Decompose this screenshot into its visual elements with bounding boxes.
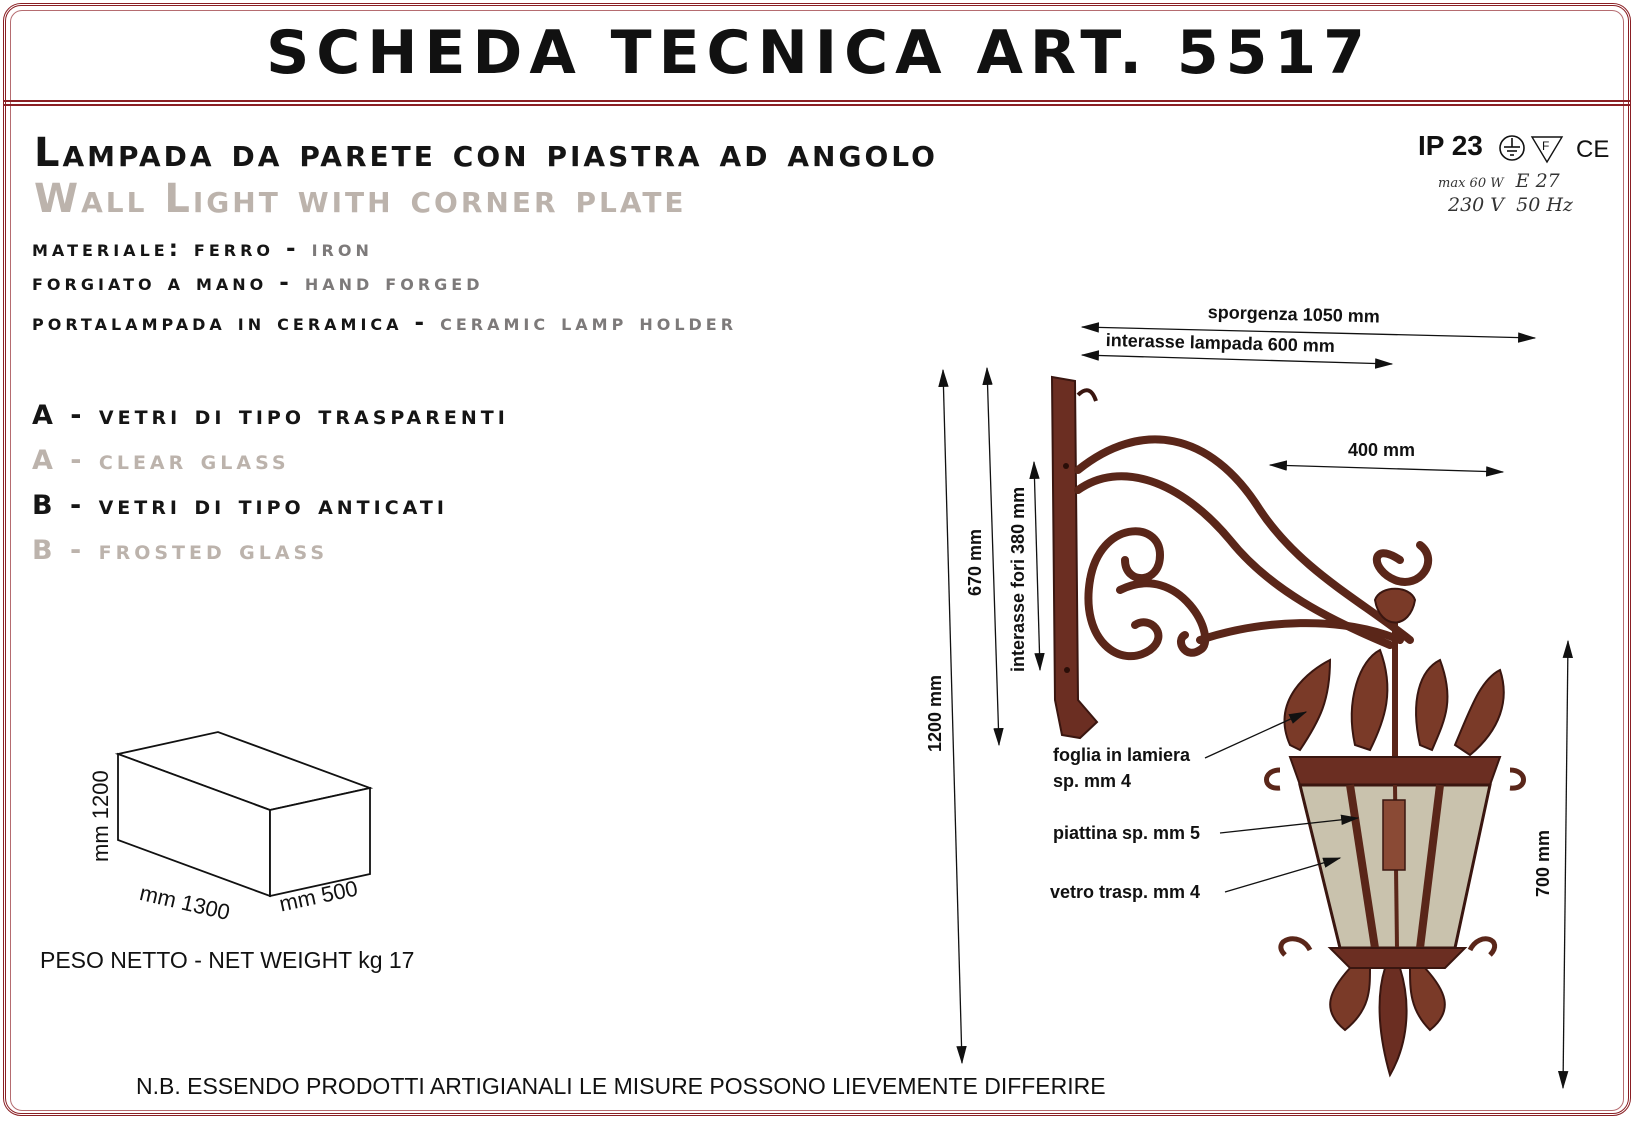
product-title-it: Lampada da parete con piastra ad angolo <box>34 130 938 176</box>
dim-400 <box>1270 465 1503 472</box>
option-a-en: A - clear glass <box>32 445 290 476</box>
footer-note: N.B. ESSENDO PRODOTTI ARTIGIANALI LE MISURE POSSONO LIEVEMENTE DIFFERIRE <box>136 1073 1106 1099</box>
power-rating: max 60 W E 27 <box>1438 170 1560 192</box>
label-vetro: vetro trasp. mm 4 <box>1050 882 1201 902</box>
lantern <box>1267 589 1524 1075</box>
label-foglia-1: foglia in lamiera <box>1053 745 1191 765</box>
label-670: 670 mm <box>965 528 985 596</box>
spec-forging: forgiato a mano - hand forged <box>32 270 484 296</box>
dim-380 <box>1034 462 1040 670</box>
label-foglia-2: sp. mm 4 <box>1053 771 1132 791</box>
box-depth-label: mm 500 <box>277 875 360 917</box>
box-length-label: mm 1300 <box>137 880 233 925</box>
label-1200: 1200 mm <box>925 674 945 752</box>
ip-rating: IP 23 <box>1418 130 1483 161</box>
wall-plate <box>1052 377 1097 738</box>
label-interasse-fori: interasse fori 380 mm <box>1008 486 1028 672</box>
dim-700 <box>1563 641 1568 1088</box>
sheet-title: SCHEDA TECNICA ART. 5517 <box>266 18 1372 88</box>
option-b-it: B - vetri di tipo anticati <box>32 490 448 521</box>
dim-interasse-lampada <box>1082 355 1392 364</box>
label-sporgenza: sporgenza 1050 mm <box>1207 302 1381 327</box>
option-a-it: A - vetri di tipo trasparenti <box>32 400 509 431</box>
label-700: 700 mm <box>1533 829 1553 897</box>
ce-mark: CE <box>1576 136 1610 163</box>
voltage-rating: 230 V 50 Hz <box>1448 194 1573 216</box>
spec-material: materiale: ferro - iron <box>32 236 373 262</box>
box-height-label: mm 1200 <box>88 770 113 862</box>
dim-670 <box>987 368 999 745</box>
spec-lampholder: portalampada in ceramica - ceramic lamp holder <box>32 310 738 336</box>
label-piattina: piattina sp. mm 5 <box>1053 823 1201 843</box>
option-b-en: B - frosted glass <box>32 535 329 566</box>
svg-text:F: F <box>1542 139 1550 153</box>
wrought-iron-bracket <box>1078 439 1428 656</box>
product-title-en: Wall Light with corner plate <box>34 176 687 222</box>
label-interasse-lampada: interasse lampada 600 mm <box>1105 330 1336 356</box>
net-weight: PESO NETTO - NET WEIGHT kg 17 <box>40 947 415 973</box>
label-400: 400 mm <box>1348 440 1416 460</box>
